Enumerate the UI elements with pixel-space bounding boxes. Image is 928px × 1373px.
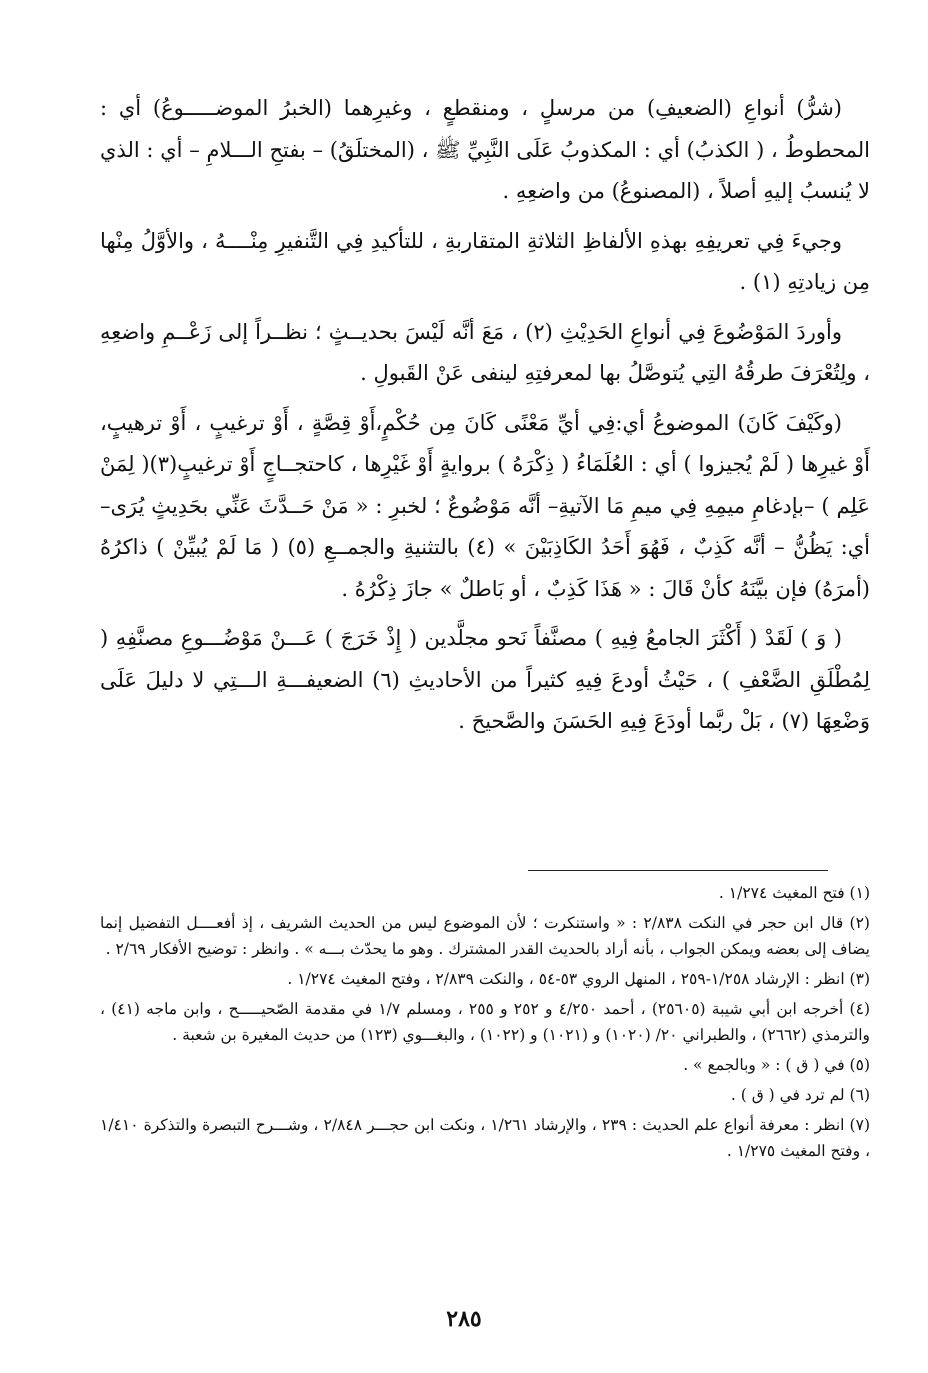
footnote-divider: [528, 870, 828, 871]
main-text: [100, 88, 870, 743]
footnote-7: (٧) انظر : معرفة أنواع علم الحديث : ٢٣٩ ، والإرشاد ١/٢٦١ ، ونكت ابن حجـــر ٢/٨٤٨ ، وشـــرح التبصرة والتذكرة ١/٤١٠ ، وفتح المغيث ١/٢٧٥ .: [100, 1116, 870, 1160]
paragraph-jami: ( وَ ) لَقَدْ ( أَكْثَرَ الجامعُ فِيهِ ) مصنَّفاً نَحو مجلَّدين ( إِذْ خَرَجَ ) عَـــنْ مَوْضُـــوعِ مصنَّفِهِ ( لِمُطْلَقِ الضَّعْفِ ) ، حَيْثُ أودعَ فِيهِ كثيراً من الأحاديثِ (٦) الضعيفـــةِ الـــتِي لا دليلَ عَلَى وَضْعِهَا (٧) ، بَلْ ربَّما أودَعَ فِيهِ الحَسَنَ والصَّحيحَ .: [100, 626, 870, 733]
paragraph-ruling: (وكَيْفَ كَانَ) الموضوعُ أي:فِي أيِّ مَعْنًى كَانَ مِن حُكْمٍ،أَوْ قِصَّةٍ ، أَوْ ترغيبٍ ، أَوْ ترهيبٍ، أَوْ غيرِها ( لَمْ يُجيزوا ) أي : العُلَمَاءُ ( ذِكْرَهُ ) بروايةٍ أَوْ غَيْرِها ، كاحتجــاجٍ أَوْ ترغيبٍ(٣)( لِمَنْ عَلِم ) –بإدغامِ ميمِهِ فِي ميمِ مَا الآتيةِ– أنَّه مَوْضُوعٌ ؛ لخبرِ : « مَنْ حَــدَّثَ عَنِّي بحَدِيثٍ يُرَى– أي: يَظُنُّ – أنَّه كَذِبٌ ، فَهُوَ أَحَدُ الكَاذِبَيْنَ » (٤) بالتثنيةِ والجمــعِ (٥) ( مَا لَمْ يُبيِّنْ ) ذاكرُهُ (أمرَهُ) فإن بيَّنَهُ كأنْ قَالَ : « هَذَا كَذِبٌ ، أو بَاطلٌ » جازَ ذِكْرُهُ .: [100, 410, 871, 601]
paragraph-emphasis: وجيءَ فِي تعريفِهِ بهذهِ الألفاظِ الثلاثةِ المتقاربةِ ، للتأكيدِ فِي التَّنفيرِ مِنْــــهُ ، والأوَّلُ مِنْها مِن زيادتِهِ (١) .: [100, 228, 870, 294]
paragraph-placement: وأوردَ المَوْضُوعَ فِي أنواعِ الحَدِيْثِ (٢) ، مَعَ أنَّه لَيْسَ بحديــثٍ ؛ نظــراً إلى زَعْــمِ واضعِهِ ، ولِتُعْرَفَ طرقُهُ التِي يُتوصَّلُ بها لمعرفتِهِ لينفى عَنْ القَبولِ .: [100, 319, 870, 385]
footnote-6: (٦) لم ترد في ( ق ) .: [730, 1086, 870, 1104]
footnote-3: (٣) انظر : الإرشاد ١/٢٥٨-٢٥٩ ، المنهل الروي ٥٣-٥٤ ، والنكت ٢/٨٣٩ ، وفتح المغيث ١/٢٧٤ .: [287, 970, 870, 988]
page-number: ٢٨٥: [446, 1306, 482, 1332]
footnote-5: (٥) في ( ق ) : « وبالجمع » .: [683, 1056, 870, 1074]
paragraph-definition: (شرُّ) أنواعِ (الضعيفِ) من مرسلٍ ، ومنقطعٍ ، وغيرِهما (الخبرُ الموضـــــوعُ) أي : المحطوطُ ، ( الكذبُ) أي : المكذوبُ عَلَى النَّبِيِّ ﷺ ، (المختلَقُ) – بفتحِ الـــلامِ – أي : الذي لا يُنسبُ إليهِ أصلاً ، (المصنوعُ) من واضعِهِ .: [100, 96, 870, 203]
footnote-2: (٢) قال ابن حجر في النكت ٢/٨٣٨ : « واستنكرت ؛ لأن الموضوع ليس من الحديث الشريف ، إذ أفعــــل التفضيل إنما يضاف إلى بعضه ويمكن الجواب ، بأنه أراد بالحديث القدر المشترك . وهو ما يحدّث بـــه » . وانظر : توضيح الأفكار ٢/٦٩ .: [100, 914, 870, 958]
footnote-4: (٤) أخرجه ابن أبي شيبة (٢٥٦٠٥) ، أحمد ٤/٢٥٠ و ٢٥٢ و ٢٥٥ ، ومسلم ١/٧ في مقدمة الصّحيـــــح ، وابن ماجه (٤١) ، والترمذي (٢٦٦٢) ، والطبراني ٢٠/ (١٠٢٠) و (١٠٢١) و (١٠٢٢) ، والبغـــوي (١٢٣) من حديث المغيرة بن شعبة .: [100, 1000, 870, 1044]
footnotes: [100, 880, 870, 1168]
footnote-1: (١) فتح المغيث ١/٢٧٤ .: [718, 884, 870, 902]
